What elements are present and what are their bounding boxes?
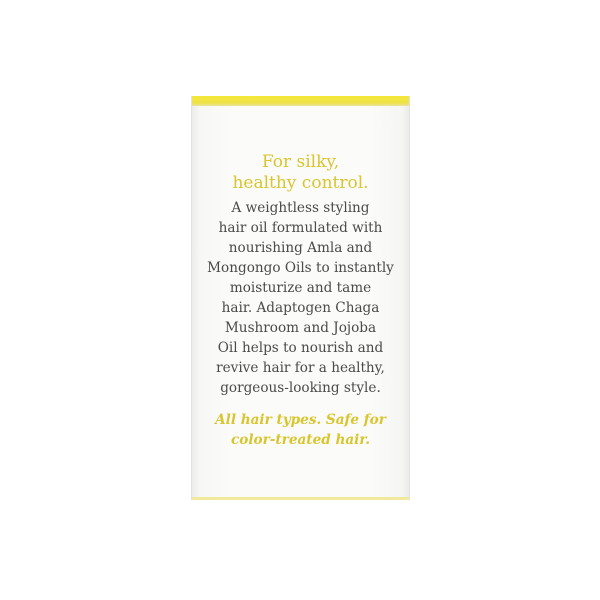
description-line: hair oil formulated with: [218, 220, 383, 236]
product-copy: [192, 152, 409, 450]
description-line: Mongongo Oils to instantly: [207, 260, 394, 276]
description-line: moisturize and tame: [229, 280, 372, 296]
tagline-line: color-treated hair.: [231, 432, 370, 448]
headline: [192, 152, 409, 194]
top-color-band: [192, 96, 409, 106]
description-line: nourishing Amla and: [228, 240, 373, 256]
tagline-line: All hair types. Safe for: [215, 412, 386, 428]
description-line: Mushroom and Jojoba: [224, 320, 377, 336]
description: [192, 198, 409, 398]
description-line: Oil helps to nourish and: [217, 340, 384, 356]
description-line: A weightless styling: [231, 200, 370, 216]
product-box-panel: [191, 96, 410, 500]
description-line: hair. Adaptogen Chaga: [221, 300, 380, 316]
headline-line: healthy control.: [232, 173, 369, 193]
hair-type-tagline: [192, 410, 409, 450]
headline-line: For silky,: [261, 152, 340, 172]
bottom-color-band: [192, 497, 409, 500]
description-line: gorgeous-looking style.: [220, 380, 381, 396]
description-line: revive hair for a healthy,: [216, 360, 385, 376]
